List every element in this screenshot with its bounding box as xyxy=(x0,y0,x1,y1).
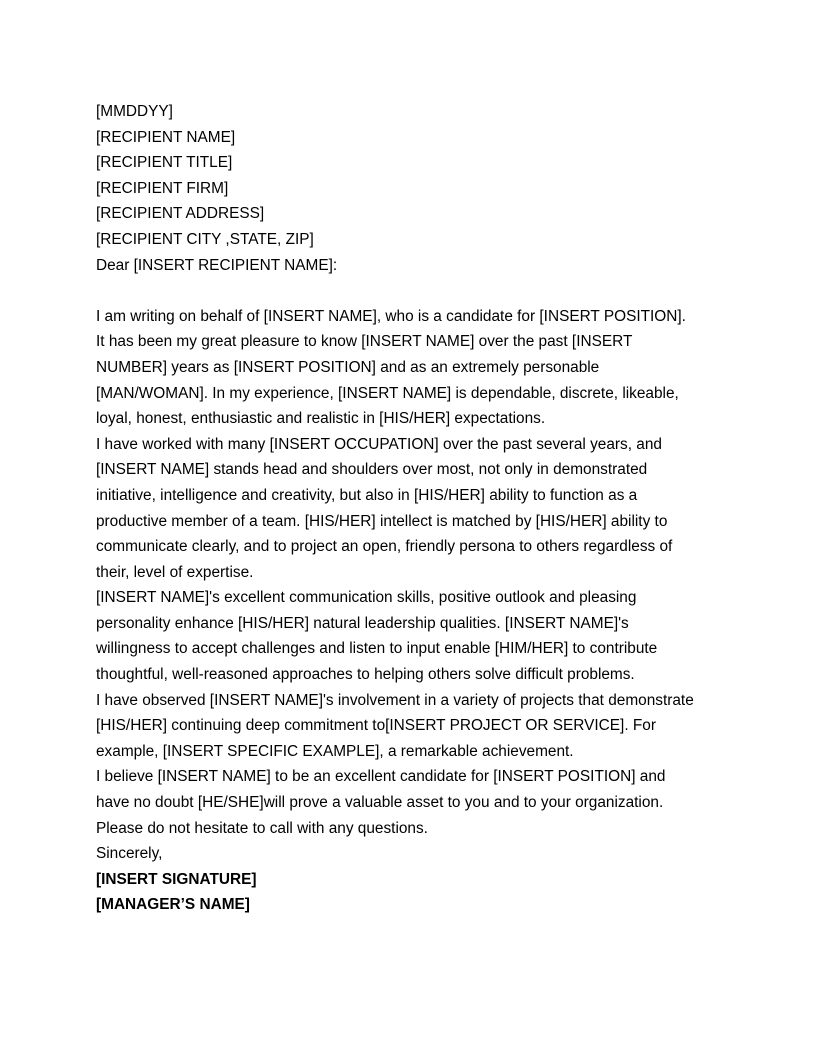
body-line: example, [INSERT SPECIFIC EXAMPLE], a remarkable achievement. xyxy=(96,742,574,760)
body-line: have no doubt [HE/SHE]will prove a valuable asset to you and to your organization. xyxy=(96,794,664,812)
body-line: initiative, intelligence and creativity, but also in [HIS/HER] ability to function as a xyxy=(96,486,638,504)
body-line: I have observed [INSERT NAME]'s involvement in a variety of projects that demonstrate xyxy=(96,691,694,709)
body-line: It has been my great pleasure to know [INSERT NAME] over the past [INSERT xyxy=(96,333,633,351)
body-line: thoughtful, well-reasoned approaches to helping others solve difficult problems. xyxy=(96,666,635,684)
valediction: Sincerely, xyxy=(96,845,163,863)
body-line: communicate clearly, and to project an open, friendly persona to others regardless of xyxy=(96,538,673,556)
body-line: [INSERT NAME]'s excellent communication skills, positive outlook and pleasing xyxy=(96,589,637,607)
body-line: Please do not hesitate to call with any questions. xyxy=(96,819,428,837)
body-line: I have worked with many [INSERT OCCUPATION] over the past several years, and xyxy=(96,435,662,453)
signature-placeholder: [INSERT SIGNATURE] xyxy=(96,870,257,888)
body-line: I am writing on behalf of [INSERT NAME], who is a candidate for [INSERT POSITION]. xyxy=(96,307,686,325)
manager-name-placeholder: [MANAGER’S NAME] xyxy=(96,896,250,914)
blank-line xyxy=(96,278,736,304)
body-line: [INSERT NAME] stands head and shoulders over most, not only in demonstrated xyxy=(96,461,648,479)
recipient-address-line: [RECIPIENT ADDRESS] xyxy=(96,205,265,223)
recipient-city-state-zip-line: [RECIPIENT CITY ,STATE, ZIP] xyxy=(96,230,314,248)
body-line: I believe [INSERT NAME] to be an excellent candidate for [INSERT POSITION] and xyxy=(96,768,666,786)
body-line: personality enhance [HIS/HER] natural leadership qualities. [INSERT NAME]'s xyxy=(96,614,629,632)
body-line: productive member of a team. [HIS/HER] intellect is matched by [HIS/HER] ability to xyxy=(96,512,668,530)
recipient-name-line: [RECIPIENT NAME] xyxy=(96,128,236,146)
body-line: NUMBER] years as [INSERT POSITION] and as an extremely personable xyxy=(96,358,600,376)
salutation: Dear [INSERT RECIPIENT NAME]: xyxy=(96,256,338,274)
letter-body xyxy=(96,99,736,918)
body-line: [HIS/HER] continuing deep commitment to[INSERT PROJECT OR SERVICE]. For xyxy=(96,717,656,735)
date-line: [MMDDYY] xyxy=(96,103,173,120)
body-line: loyal, honest, enthusiastic and realistic in [HIS/HER] expectations. xyxy=(96,410,546,428)
recipient-title-line: [RECIPIENT TITLE] xyxy=(96,154,233,172)
body-line: [MAN/WOMAN]. In my experience, [INSERT NAME] is dependable, discrete, likeable, xyxy=(96,384,679,402)
body-line: their, level of expertise. xyxy=(96,563,254,581)
recipient-firm-line: [RECIPIENT FIRM] xyxy=(96,179,229,197)
body-line: willingness to accept challenges and listen to input enable [HIM/HER] to contribute xyxy=(96,640,658,658)
